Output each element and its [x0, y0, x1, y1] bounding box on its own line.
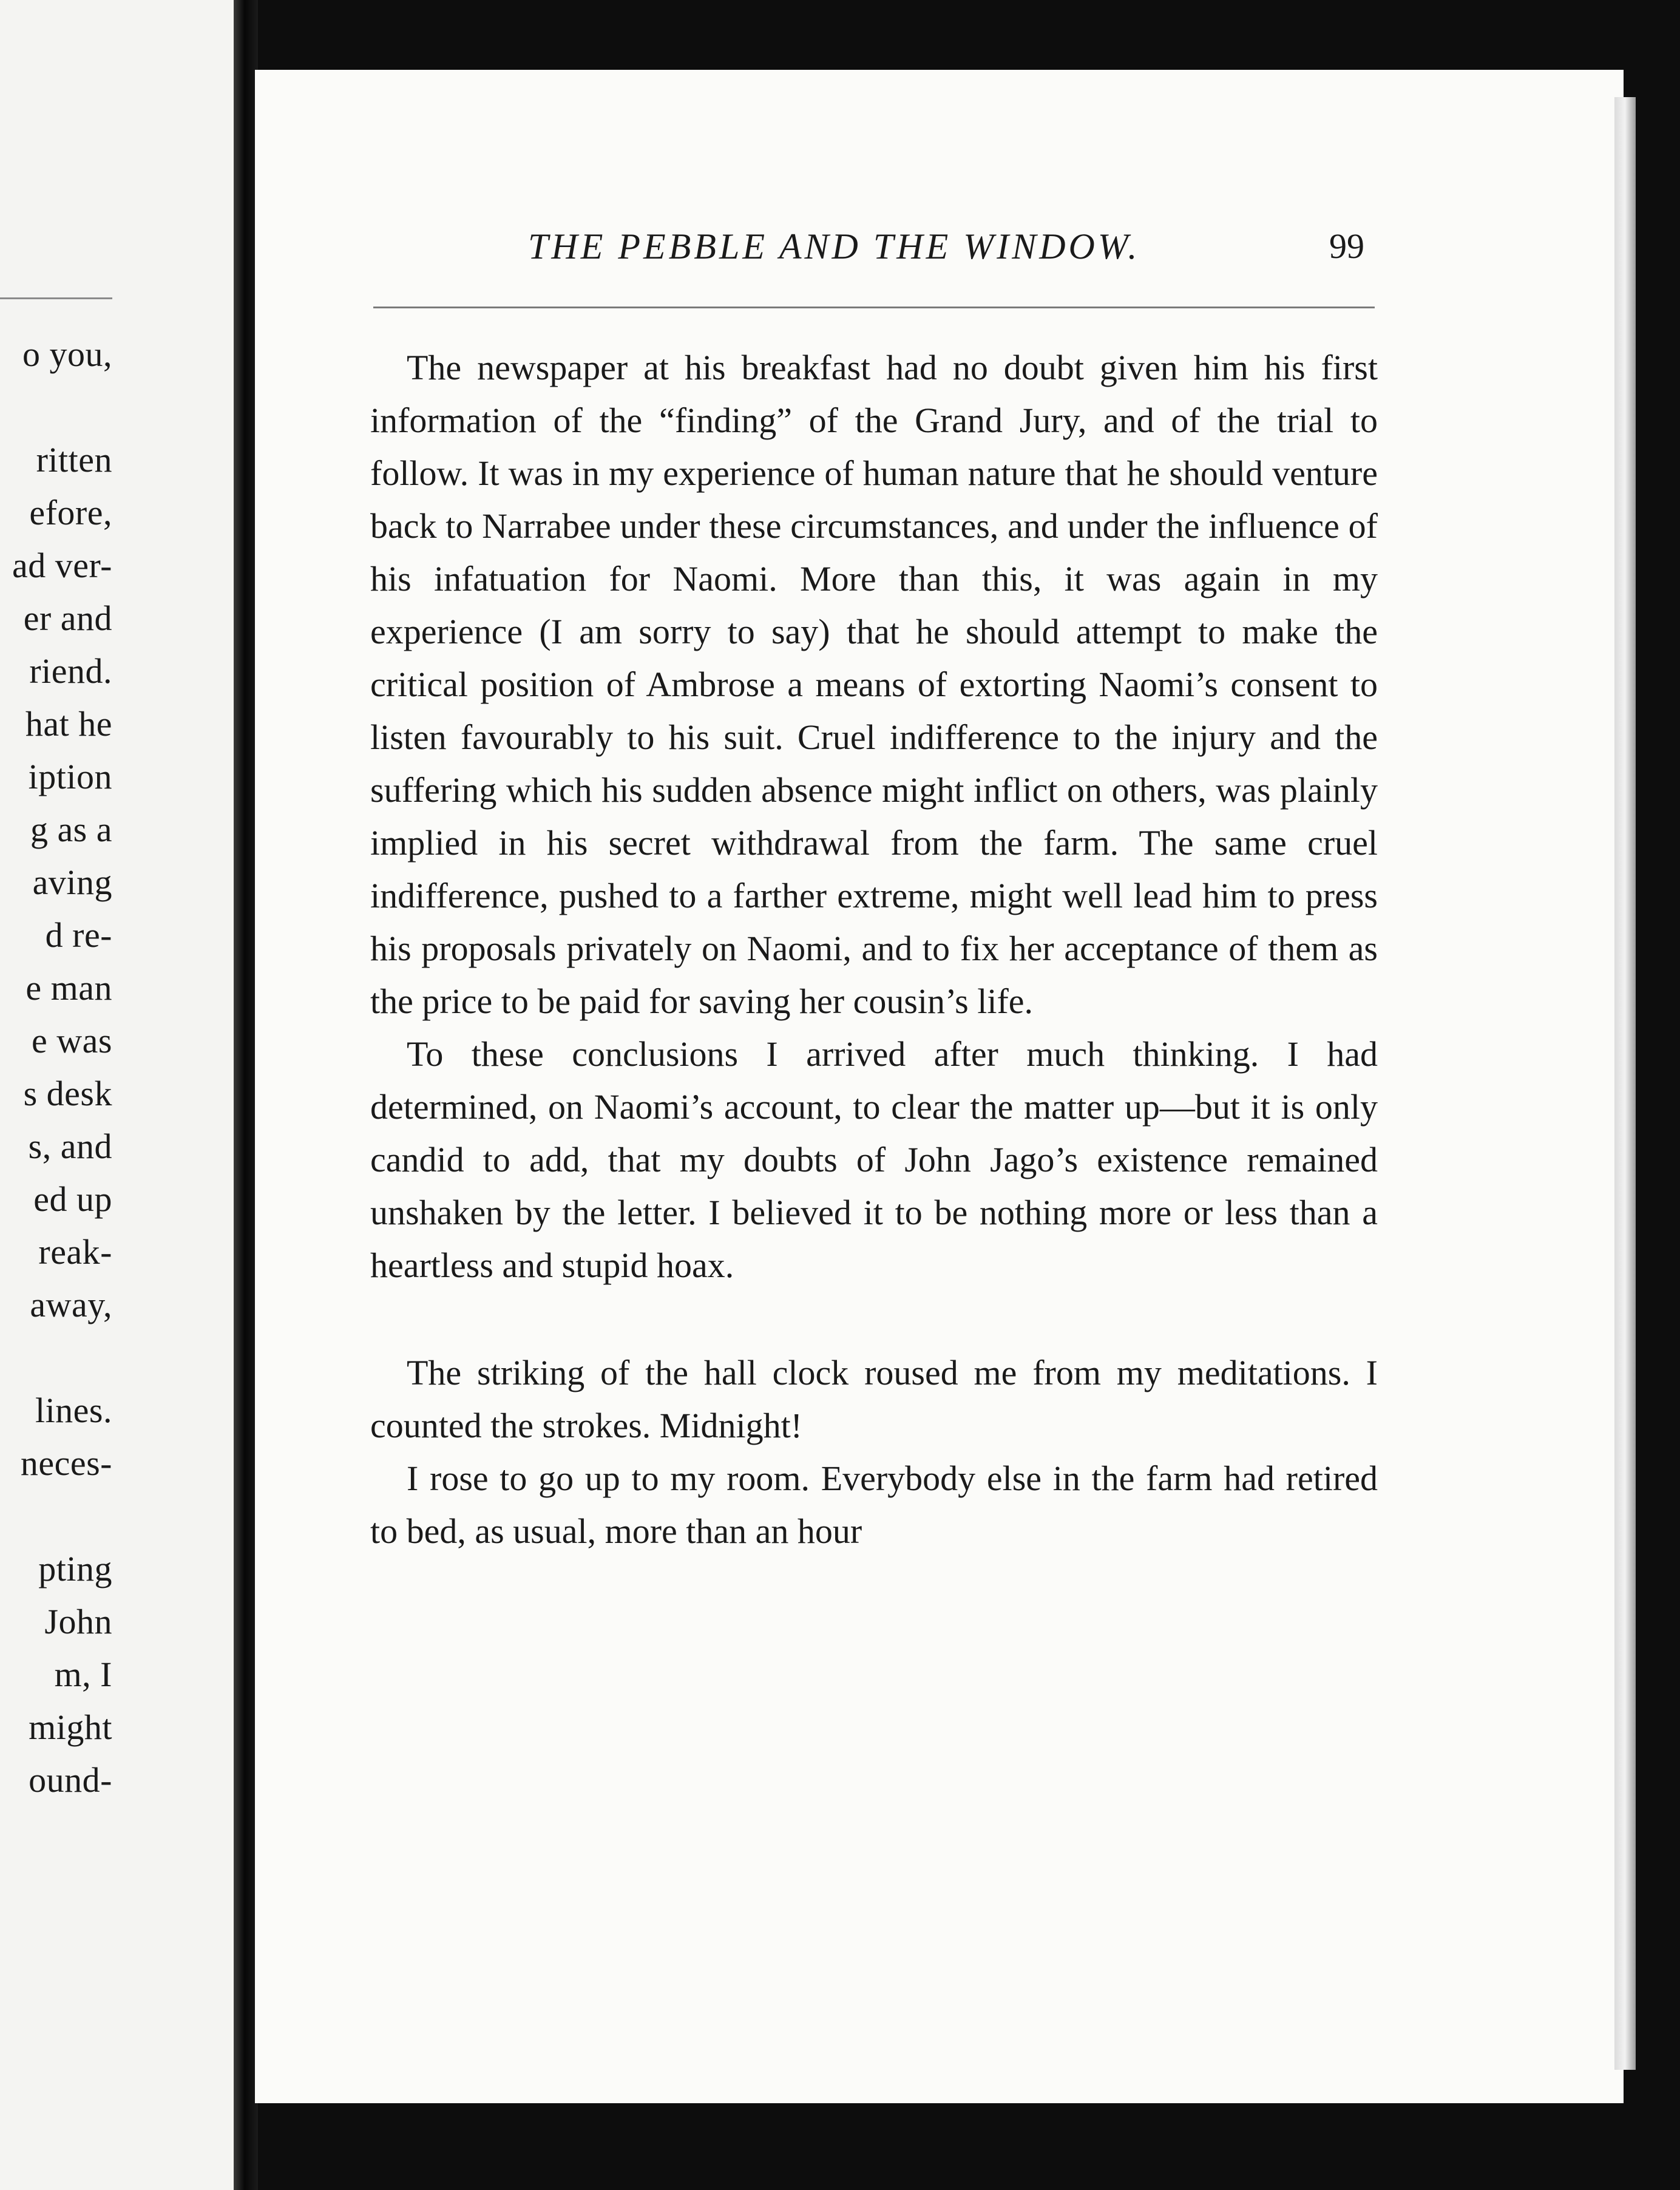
left-page-line: s, and [28, 1127, 112, 1166]
left-page-line: e man [25, 968, 112, 1008]
page-edge [1614, 97, 1636, 2070]
left-page-line: ad ver- [12, 546, 112, 585]
left-page-line: m, I [54, 1655, 112, 1694]
left-page-line: er and [23, 598, 112, 638]
left-page-line: John [44, 1602, 112, 1641]
left-page-line: e was [32, 1021, 112, 1060]
left-page-header-rule [0, 297, 112, 299]
left-page-line: neces- [20, 1443, 112, 1483]
left-page-line: away, [30, 1285, 112, 1324]
left-page-line: aving [32, 863, 112, 902]
left-page-line: lines. [35, 1391, 112, 1430]
paragraph: To these conclusions I arrived after much thinking. I had determined, on Naomi’s account, to clear the matter up—but it is only candid to add, that my doubts of John Jago’s existence remained unshaken by the letter. I believed it to be nothing more or less than a heartless and stupid hoax. [370, 1034, 1378, 1285]
body-text [370, 341, 1378, 1558]
left-page-line: o you, [22, 334, 112, 374]
paragraph: The striking of the hall clock roused me from my meditations. I counted the strokes. Midnight! [370, 1353, 1378, 1445]
left-page-line: efore, [29, 493, 112, 532]
left-page-line: reak- [38, 1232, 112, 1272]
left-page-line: ritten [36, 440, 112, 480]
left-page-line: pting [38, 1549, 112, 1588]
page-number: 99 [1329, 226, 1364, 266]
left-page-line: might [29, 1707, 112, 1747]
left-page-line: g as a [30, 810, 112, 849]
left-page-line: riend. [29, 651, 112, 691]
left-page-text [12, 328, 112, 1806]
running-head: THE PEBBLE AND THE WINDOW. [528, 226, 1140, 266]
left-page-line: iption [28, 757, 112, 796]
paragraph: The newspaper at his breakfast had no doubt given him his first information of the “finding” of the Grand Jury, and of the trial to follow. It was in my experience of human nature that he should venture back to Narrabee under these circumstances, and under the influence of his infatuation for Naomi. More than this, it was again in my experience (I am sorry to say) that he should attempt to make the critical position of Ambrose a means of extorting Naomi’s consent to listen favourably to his suit. Cruel indifference to the injury and the suffering which his sudden absence might inflict on others, was plainly implied in his secret withdrawal from the farm. The same cruel indifference, pushed to a farther extreme, might well lead him to press his proposals privately on Naomi, and to fix her acceptance of them as the price to be paid for saving her cousin’s life. [370, 348, 1378, 1021]
left-page-line: d re- [45, 915, 112, 955]
left-page [0, 0, 240, 2190]
paragraph: I rose to go up to my room. Everybody else in the farm had retired to bed, as usual, more than an hour [370, 1459, 1378, 1551]
left-page-line: hat he [25, 704, 112, 744]
left-page-line: ound- [29, 1760, 112, 1800]
left-page-line: s desk [23, 1074, 112, 1113]
section-break [370, 1292, 1378, 1346]
book-gutter [234, 0, 258, 2190]
left-page-line: ed up [33, 1179, 112, 1219]
header-rule [373, 307, 1375, 308]
